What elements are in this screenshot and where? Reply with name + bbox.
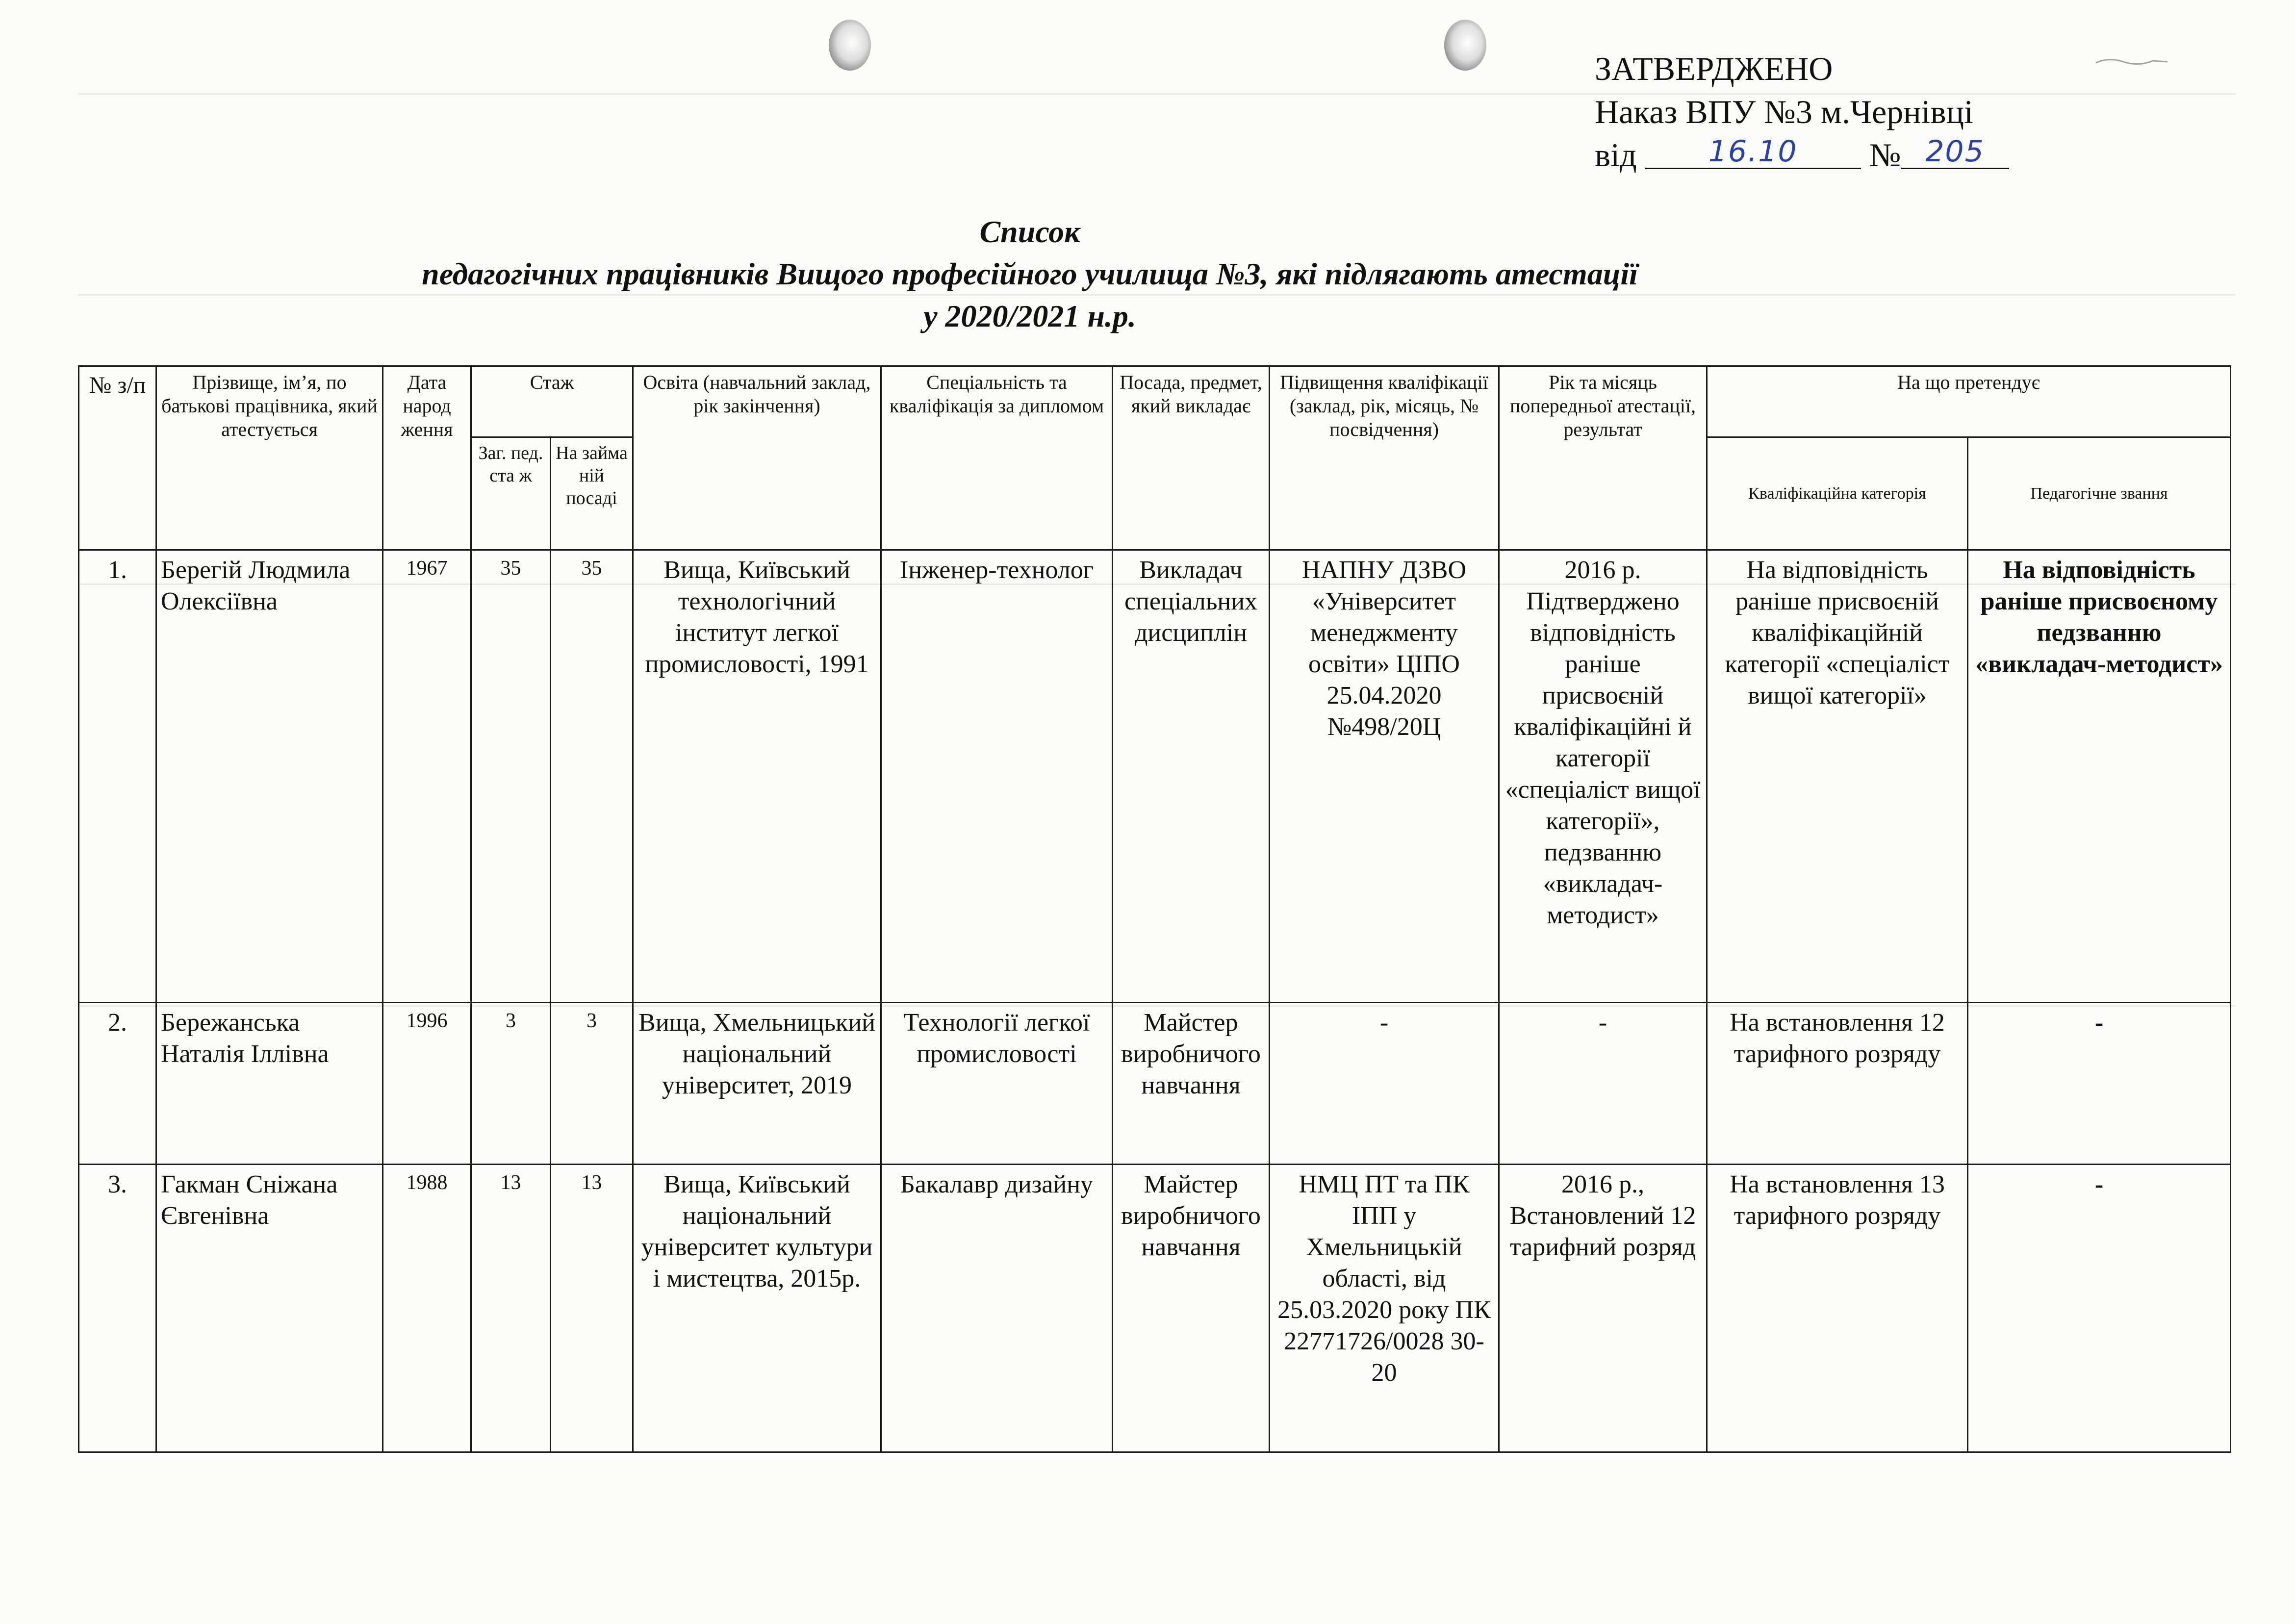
cell-name: Гакман Сніжана Євгенівна [156, 1165, 383, 1452]
table-row [79, 550, 2231, 1003]
cell-prev-attestation: - [1499, 1003, 1707, 1165]
punch-hole [1444, 20, 1486, 71]
cell-birth: 1967 [383, 550, 471, 1003]
cell-exp-position: 13 [551, 1165, 633, 1452]
col-exp-total-header: Заг. пед. ста ж [471, 437, 551, 550]
date-prefix: від [1595, 136, 1637, 174]
cell-birth: 1988 [383, 1165, 471, 1452]
col-training-header: Підвищення кваліфікації (заклад, рік, місяць, № посвідчення) [1270, 366, 1499, 550]
cell-num: 1. [79, 550, 156, 1003]
handwritten-number: 205 [1925, 134, 1985, 169]
cell-position: Майстер виробничого навчання [1113, 1165, 1270, 1452]
cell-claims-title: - [1968, 1003, 2231, 1165]
cell-position: Майстер виробничого навчання [1113, 1003, 1270, 1165]
cell-name: Берегій Людмила Олексіївна [156, 550, 383, 1003]
approval-order: Наказ ВПУ №3 м.Чернівці [1595, 93, 1973, 130]
date-field [1645, 133, 1861, 169]
number-field [1901, 133, 2009, 169]
cell-exp-position: 35 [551, 550, 633, 1003]
header-row-1 [79, 366, 2231, 437]
cell-exp-position: 3 [551, 1003, 633, 1165]
approval-block [1595, 47, 2009, 177]
col-exp-position-header: На займа ній посаді [551, 437, 633, 550]
cell-specialty: Бакалавр дизайну [881, 1165, 1113, 1452]
cell-claims-category: На відповідність раніше присвоєній кваліфікаційній категорії «спеціаліст вищої категорії» [1707, 550, 1968, 1003]
cell-specialty: Технології легкої промисловості [881, 1003, 1113, 1165]
cell-claims-category: На встановлення 13 тарифного розряду [1707, 1165, 1968, 1452]
cell-training: НАПНУ ДЗВО «Університет менеджменту освіти» ЦІПО 25.04.2020 №498/20Ц [1270, 550, 1499, 1003]
cell-name: Бережанська Наталія Іллівна [156, 1003, 383, 1165]
cell-claims-title: - [1968, 1165, 2231, 1452]
approval-title: ЗАТВЕРДЖЕНО [1595, 50, 1833, 87]
title-line-2: педагогічних працівників Вищого професійного училища №3, які підлягають атестації [422, 256, 1638, 291]
cell-exp-total: 35 [471, 550, 551, 1003]
col-num-header: № з/п [79, 366, 156, 550]
cell-prev-attestation: 2016 р. Підтверджено відповідність раніше присвоєній кваліфікаційні й категорії «спеціаліст вищої категорії», педзванню «викладач-методист» [1499, 550, 1707, 1003]
col-birth-header: Дата народ ження [383, 366, 471, 550]
pen-mark [2094, 54, 2172, 69]
handwritten-date: 16.10 [1708, 134, 1798, 169]
punch-hole [829, 20, 871, 71]
cell-training: НМЦ ПТ та ПК ІПП у Хмельницькій області, від 25.03.2020 року ПК 22771726/0028 30-20 [1270, 1165, 1499, 1452]
attestation-table [78, 365, 2231, 1453]
cell-birth: 1996 [383, 1003, 471, 1165]
col-specialty-header: Спеціальність та кваліфікація за дипломом [881, 366, 1113, 550]
approval-date-line [1595, 133, 2009, 177]
title-line-3: у 2020/2021 н.р. [923, 299, 1136, 333]
col-claims-title-header: Педагогічне звання [1968, 437, 2231, 550]
cell-specialty: Інженер-технолог [881, 550, 1113, 1003]
table-row [79, 1165, 2231, 1452]
title-line-1: Список [979, 214, 1080, 249]
cell-training: - [1270, 1003, 1499, 1165]
cell-claims-title: На відповідність раніше присвоєному педзванню «викладач-методист» [1968, 550, 2231, 1003]
cell-education: Вища, Хмельницький національний університет, 2019 [633, 1003, 881, 1165]
cell-prev-attestation: 2016 р., Встановлений 12 тарифний розряд [1499, 1165, 1707, 1452]
col-claims-category-header: Кваліфікаційна категорія [1707, 437, 1968, 550]
col-position-header: Посада, предмет, який викладає [1113, 366, 1270, 550]
col-education-header: Освіта (навчальний заклад, рік закінчення) [633, 366, 881, 550]
col-experience-header: Стаж [471, 366, 633, 437]
col-name-header: Прізвище, ім’я, по батькові працівника, який атестується [156, 366, 383, 550]
cell-exp-total: 3 [471, 1003, 551, 1165]
cell-num: 3. [79, 1165, 156, 1452]
table-row [79, 1003, 2231, 1165]
document-title [343, 211, 1716, 337]
col-claims-header: На що претендує [1707, 366, 2231, 437]
cell-education: Вища, Київський національний університет культури і мистецтва, 2015р. [633, 1165, 881, 1452]
col-prev-attestation-header: Рік та місяць попередньої атестації, результат [1499, 366, 1707, 550]
cell-education: Вища, Київський технологічний інститут легкої промисловості, 1991 [633, 550, 881, 1003]
cell-exp-total: 13 [471, 1165, 551, 1452]
cell-num: 2. [79, 1003, 156, 1165]
number-prefix: № [1869, 136, 1901, 174]
cell-claims-category: На встановлення 12 тарифного розряду [1707, 1003, 1968, 1165]
cell-position: Викладач спеціальних дисциплін [1113, 550, 1270, 1003]
